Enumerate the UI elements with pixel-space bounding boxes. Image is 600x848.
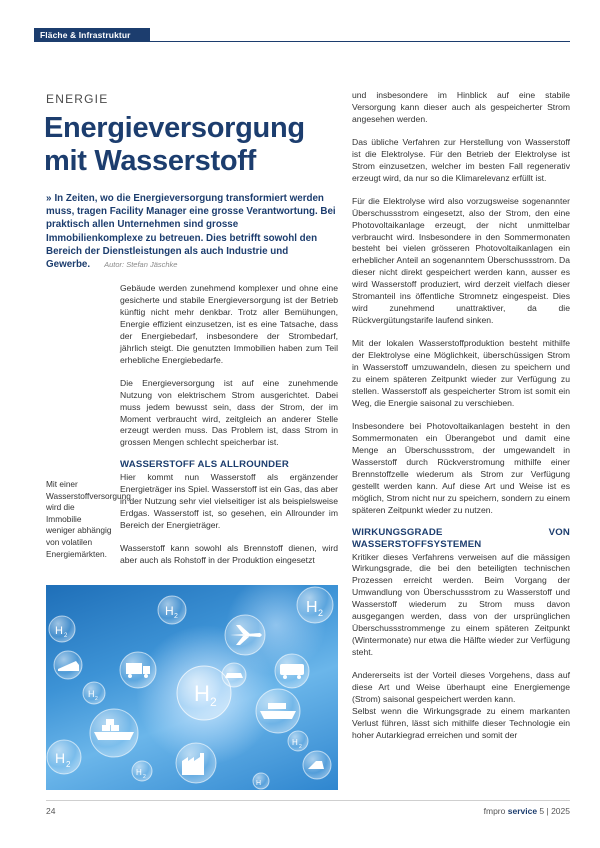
h2-bubble — [132, 761, 152, 781]
magazine-credit — [484, 806, 570, 816]
article-kicker: ENERGIE — [46, 92, 109, 106]
magazine-name: fmpro — [483, 806, 506, 816]
paragraph: Wasserstoff kann sowohl als Brennstoff dienen, wird aber auch als Rohstoff in der Produktion eingesetzt — [120, 543, 338, 566]
svg-text:H: H — [55, 750, 66, 766]
article-title: Energieversorgung mit Wasserstoff — [44, 112, 305, 177]
ship-icon — [90, 709, 138, 757]
paragraph: Mit der lokalen Wasserstoffproduktion besteht mithilfe der Elektrolyse eine Möglichkeit, überschüssigen Strom in Wasserstoff umzuwandeln, diesen zu speichern und zu einem späteren Zeitpunkt wieder zur Verfügung zu stellen. Wasserstoff als gespeicherter Strom ist somit ein Weg, die Energie saisonal zu verschieben. — [352, 338, 570, 408]
paragraph: Kritiker dieses Verfahrens verweisen auf die mässigen Wirkungsgrade, die bei den beteiligten technischen Prozessen erreicht werden. Beim Vorgang der Umwandlung von Überschussstrom zu Wasserstoff und Wasserstoff wiederum zu Strom muss davon ausgegangen werden, dass von der ursprünglichen Überschussstrommenge zu einem späteren Zeitpunkt (Wintermonate) nur etwa die Hälfte wieder zur Verfügung steht. — [352, 551, 570, 658]
section-rule — [150, 41, 570, 42]
paragraph: Gebäude werden zunehmend komplexer und ohne eine gesicherte und stabile Energieversorgung ist der Betrieb künftig nicht mehr denkbar. Trotz aller Bemühungen, Energie effizient einzusetzen, ist es eine Tatsache, dass der Energiebedarf, insbesondere der Strombedarf, jährlich steigt. Die genutzten Immobilien haben zum Teil erhebliche Energiebedarfe. — [120, 283, 338, 365]
lead-arrows-icon: » — [46, 193, 52, 204]
svg-text:H: H — [88, 689, 95, 699]
margin-note: Mit einer Wasserstoffversorgung wird die Immobilie weniger abhängig von volatilen Energiemärkten. — [46, 479, 131, 559]
truck-icon — [120, 652, 156, 688]
paragraph: Hier kommt nun Wasserstoff als ergänzender Energieträger ins Spiel. Wasserstoff ist ein Gas, das aber in der Nutzung sehr viel vielseitiger ist als beispielsweise Erdgas. Wasserstoff ist, so gesehen, ein Allrounder im Bereich der Energieträger. — [120, 472, 338, 531]
bus-icon — [275, 654, 309, 688]
svg-text:2: 2 — [299, 744, 302, 750]
svg-text:H: H — [55, 625, 63, 637]
h2-bubble — [47, 740, 81, 774]
paragraph: und insbesondere im Hinblick auf eine stabile Versorgung kann dieser auch als gespeicherter Strom angesehen werden. — [352, 90, 570, 124]
svg-text:H: H — [136, 768, 142, 777]
paragraph: Selbst wenn die Wirkungsgrade zu einem markanten Verlust führen, lässt sich mithilfe dieser Technologie ein hoher Autarkiegrad erreichen und somit der — [352, 705, 570, 740]
hydrogen-bubbles-graphic — [46, 585, 338, 790]
magazine-name-bold: service — [507, 806, 538, 816]
train-icon — [54, 651, 82, 679]
svg-text:H: H — [194, 681, 210, 706]
svg-text:2: 2 — [174, 613, 178, 620]
svg-text:H: H — [165, 604, 174, 618]
svg-text:2: 2 — [66, 760, 71, 769]
h2-bubble — [49, 616, 75, 642]
svg-text:2: 2 — [64, 633, 68, 639]
svg-text:H: H — [306, 599, 318, 616]
h2-bubble — [83, 682, 105, 704]
subheading: WIRKUNGSGRADE VON WASSERSTOFFSYSTEMEN — [352, 526, 570, 550]
section-tag: Fläche & Infrastruktur — [34, 28, 150, 42]
page-number: 24 — [46, 806, 56, 816]
svg-text:H: H — [256, 780, 262, 787]
paragraph: Andererseits ist der Vorteil dieses Vorgehens, dass auf diese Art und Weise überhaupt eine Energiemenge (Strom) saisonal gespeichert werden kann. — [352, 670, 570, 704]
hydrogen-illustration — [46, 585, 338, 790]
svg-text:2: 2 — [143, 774, 146, 780]
article-lead — [46, 192, 336, 271]
h2-bubble — [158, 596, 186, 624]
svg-text:2: 2 — [318, 608, 324, 618]
airplane-icon — [225, 615, 265, 655]
column-middle — [120, 283, 338, 567]
paragraph: Für die Elektrolyse wird also vorzugsweise sogenannter Überschussstrom eingesetzt, also der Strom, den eine Photovoltaikanlage erzeugt, der nicht unmittelbar verbraucht wird. Insbesondere in den Sommermonaten besteht bei vielen grösseren Photovoltaikanlagen ein erheblicher Anteil an sogenanntem Überschussstrom. Da dieser nicht direkt gespeichert werden kann, ausser es wird Wasserstoff produziert, wird derzeit vielfach dieser Stromanteil ins öffentliche Stromnetz eingespeist. Dies wird zunehmend unattraktiver, da die Rückvergütungstarife laufend sinken. — [352, 195, 570, 326]
svg-text:2: 2 — [95, 696, 98, 702]
ship-icon — [256, 689, 300, 733]
lead-text: In Zeiten, wo die Energieversorgung transformiert werden muss, tragen Facility Manager eine grosse Verantwortung. Bei praktisch allen Unternehmen sind grosse Immobilienkomplexe zu betreuen. Dies betrifft sowohl den Bereich der Dienstleistungen als auch Industrie und Gewerbe. — [46, 193, 336, 271]
paragraph: Insbesondere bei Photovoltaikanlagen besteht in den Sommermonaten ein Überangebot und damit eine Menge an Überschussstrom, der umgewandelt in Wasserstoff durch Rückverstromung mithilfe einer Brennstoffzelle wiederum als Strom zur Verfügung gestellt werden kann. Auf diese Art und Weise ist es möglich, Strom nicht nur zu speichern, sondern zu einem späteren Zeitpunkt wieder zu nutzen. — [352, 420, 570, 515]
h2-bubble — [297, 587, 333, 623]
magazine-issue: 5 | 2025 — [539, 806, 570, 816]
footer-rule — [46, 800, 570, 801]
paragraph: Die Energieversorgung ist auf eine zunehmende Nutzung von elektrischem Strom ausgerichtet. Dabei muss jedem bewusst sein, dass der Strom, der im Moment verbraucht wird, zeitgleich an anderer Stelle erzeugt werden muss. Das Problem ist, dass Strom in grossen Mengen schlecht speicherbar ist. — [120, 377, 338, 448]
h2-bubble — [253, 773, 269, 789]
h2-bubble — [288, 731, 308, 751]
factory-icon — [176, 743, 216, 783]
car-icon — [222, 663, 246, 687]
subheading: WASSERSTOFF ALS ALLROUNDER — [120, 459, 290, 471]
scooter-icon — [303, 751, 331, 779]
column-right — [352, 90, 570, 742]
svg-text:H: H — [292, 738, 298, 747]
svg-text:2: 2 — [210, 695, 217, 709]
author-credit: Autor: Stefan Jäschke — [104, 260, 178, 270]
paragraph: Das übliche Verfahren zur Herstellung von Wasserstoff ist die Elektrolyse. Für den Betrieb der Elektrolyse ist Strom einzusetzen, welcher im besten Fall regenerativ erzeugt wird, da nur so die Klimarelevanz erfüllt ist. — [352, 136, 570, 183]
